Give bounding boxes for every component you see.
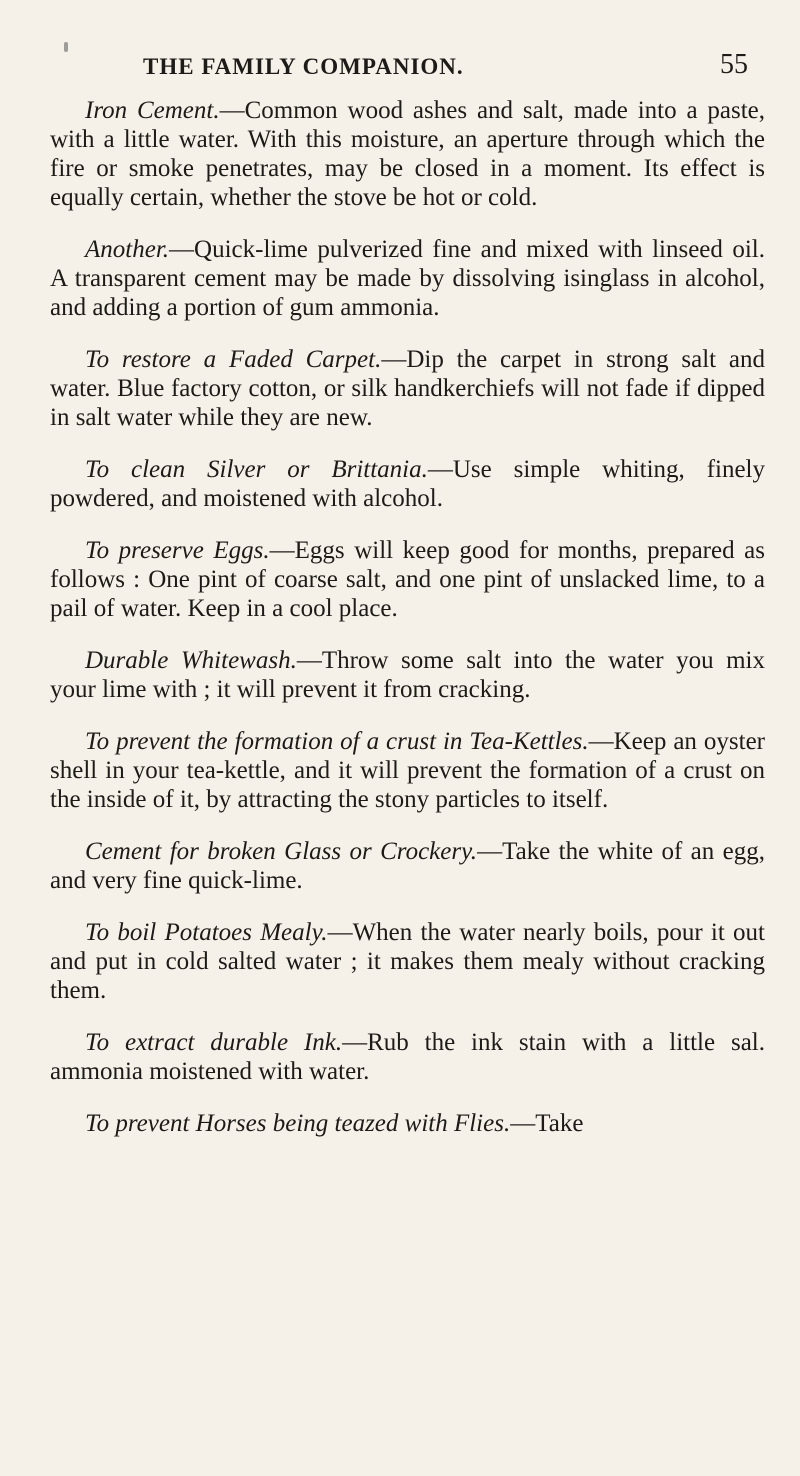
recipe-title: Cement for broken Glass or Crockery. — [85, 838, 478, 865]
recipe-entry — [50, 1109, 765, 1138]
recipe-entry — [50, 646, 765, 704]
page-header — [0, 0, 800, 92]
recipe-text: —Common wood ashes and salt, made into a paste, with a little water. With this moisture, an aperture through which the fire or smoke penetrates, may be closed in a moment. Its effect is equally certain, whether the stove be hot or cold. — [50, 97, 766, 211]
recipe-entry — [50, 235, 765, 322]
recipe-entry — [50, 1028, 765, 1086]
page-content — [50, 96, 765, 1138]
recipe-text: —Dip the carpet in strong salt and water. Blue factory cotton, or silk handkerchiefs will not fade if dipped in salt water while they are new. — [50, 346, 765, 431]
recipe-text: —Take the white of an egg, and very fine quick-lime. — [50, 838, 765, 894]
recipe-title: Durable Whitewash. — [85, 647, 297, 674]
recipe-text: —Rub the ink stain with a little sal. ammonia moistened with water. — [50, 1029, 765, 1085]
recipe-text: —Keep an oyster shell in your tea-kettle, and it will prevent the formation of a crust on the inside of it, by attracting the stony particles to itself. — [50, 728, 765, 813]
recipe-title: To clean Silver or Brittania. — [85, 456, 428, 483]
page-number: 55 — [720, 49, 748, 80]
recipe-entry — [50, 837, 765, 895]
recipe-entry — [50, 536, 765, 623]
recipe-text: —Eggs will keep good for months, prepared as follows : One pint of coarse salt, and one pint of unslacked lime, to a pail of water. Keep in a cool place. — [50, 537, 765, 622]
recipe-text: —When the water nearly boils, pour it out and put in cold salted water ; it makes them mealy without cracking them. — [50, 919, 766, 1004]
recipe-entry — [50, 727, 765, 814]
recipe-title: To restore a Faded Carpet. — [85, 346, 382, 373]
recipe-text: —Take — [510, 1110, 584, 1137]
recipe-entry — [50, 455, 765, 513]
recipe-title: To extract durable Ink. — [85, 1029, 343, 1056]
recipe-text: —Throw some salt into the water you mix your lime with ; it will prevent it from cracking. — [50, 647, 766, 703]
recipe-title: To prevent Horses being teazed with Flies. — [85, 1110, 511, 1137]
recipe-entry — [50, 345, 765, 432]
recipe-title: Another. — [85, 236, 170, 263]
recipe-title: Iron Cement. — [85, 97, 220, 124]
recipe-entry — [50, 918, 765, 1005]
recipe-title: To boil Potatoes Mealy. — [85, 919, 328, 946]
recipe-entry — [50, 96, 765, 212]
recipe-text: —Quick-lime pulverized fine and mixed with linseed oil. A transparent cement may be made by dissolving isinglass in alcohol, and adding a portion of gum ammonia. — [50, 236, 765, 321]
running-title: THE FAMILY COMPANION. — [143, 54, 464, 79]
recipe-title: To prevent the formation of a crust in Tea-Kettles. — [85, 728, 589, 755]
recipe-text: —Use simple whiting, finely powdered, and moistened with alcohol. — [50, 456, 766, 512]
recipe-title: To preserve Eggs. — [85, 537, 270, 564]
